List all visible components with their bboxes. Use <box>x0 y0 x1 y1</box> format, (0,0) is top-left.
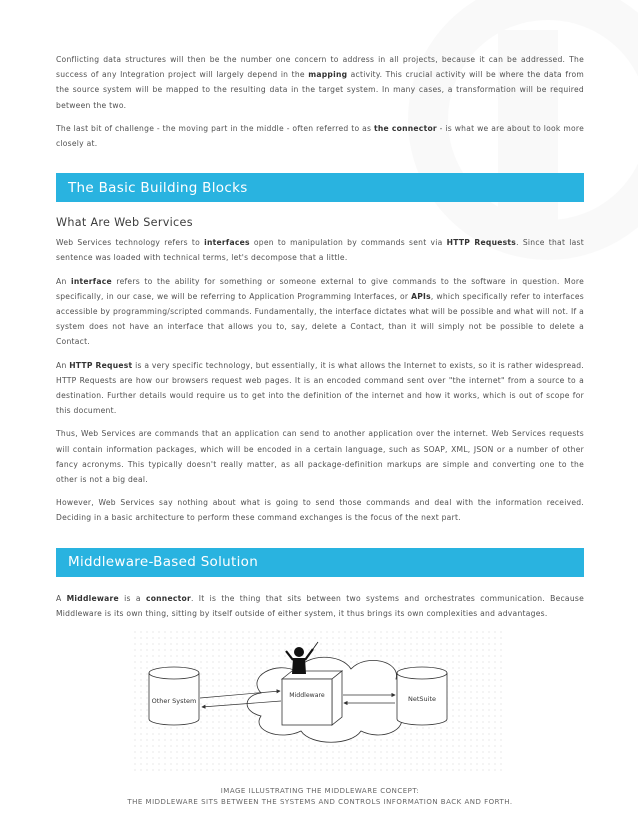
web-services-paragraph-4: Thus, Web Services are commands that an application can send to another application over the internet. Web Services requests will contain information packages, which will be encoded in a certain language, such as SOAP, XML, JSON or a number of other fancy acronyms. This typically doesn't really matter, as all package-definition markups are simple and converting one to the other is not a big deal. <box>56 429 584 485</box>
section-banner-building-blocks <box>56 173 584 202</box>
caption-line-2: THE MIDDLEWARE SITS BETWEEN THE SYSTEMS AND CONTROLS INFORMATION BACK AND FORTH. <box>127 797 513 806</box>
web-services-paragraph-3: An HTTP Request is a very specific technology, but essentially, it is what allows the Internet to exists, so it is rather widespread. HTTP Requests are how our browsers request web pages. It is an encoded command sent over "the internet" from a source to a destination. Further details would require us to get into the definition of the internet and how it works, which is out of scope for this document. <box>56 360 585 416</box>
netsuite-cylinder <box>397 667 447 725</box>
other-system-cylinder <box>149 667 199 725</box>
subsection-title: What Are Web Services <box>56 216 193 230</box>
page-content <box>56 52 584 807</box>
web-services-paragraph-1: Web Services technology refers to interfaces open to manipulation by commands sent via HTTP Requests. Since that last sentence was loaded with technical terms, let's decompose that a little. <box>56 238 584 263</box>
middleware-paragraph-1: A Middleware is a connector. It is the thing that sits between two systems and orchestrates communication. Because Middleware is its own thing, sitting by itself outside of either system, it thus brings its own complexities and advantages. <box>56 593 585 618</box>
diagram-svg <box>56 631 584 776</box>
netsuite-label: NetSuite <box>407 695 437 704</box>
diagram-caption <box>56 786 584 807</box>
section-banner-middleware <box>56 548 584 577</box>
intro-paragraph-2: The last bit of challenge - the moving part in the middle - often referred to as the connector - is what we are about to look more closely at. <box>56 123 584 149</box>
section-title: Middleware-Based Solution <box>68 554 259 571</box>
other-system-label: Other System <box>151 697 197 706</box>
caption-line-1: IMAGE ILLUSTRATING THE MIDDLEWARE CONCEPT: <box>220 787 420 796</box>
web-services-paragraph-2: An interface refers to the ability for something or someone external to give commands to the software in question. More specifically, in our case, we will be referring to Application Programming Interfaces, or APIs, which specifically refer to interfaces accessible by programming/scripted commands. Fundamentally, the interface dictates what will be possible and what will not. If a system does not have an interface that allows you to, say, delete a Contact, than it will simply not be possible to delete a Contact. <box>56 276 584 347</box>
middleware-diagram <box>56 631 584 776</box>
middleware-box <box>282 671 342 725</box>
middleware-label: Middleware <box>289 692 325 700</box>
intro-paragraph-1: Conflicting data structures will then be the number one concern to address in all projects, because it can be addressed. The success of any Integration project will largely depend in the mapping activity. This crucial activity will be where the data from the source system will be mapped to the resulting data in the target system. In many cases, a transformation will be required between the two. <box>56 55 584 110</box>
web-services-paragraph-5: However, Web Services say nothing about what is going to send those commands and deal with the information received. Deciding in a basic architecture to perform these command exchanges is the focus of the next part. <box>56 498 584 523</box>
section-title: The Basic Building Blocks <box>68 179 248 196</box>
